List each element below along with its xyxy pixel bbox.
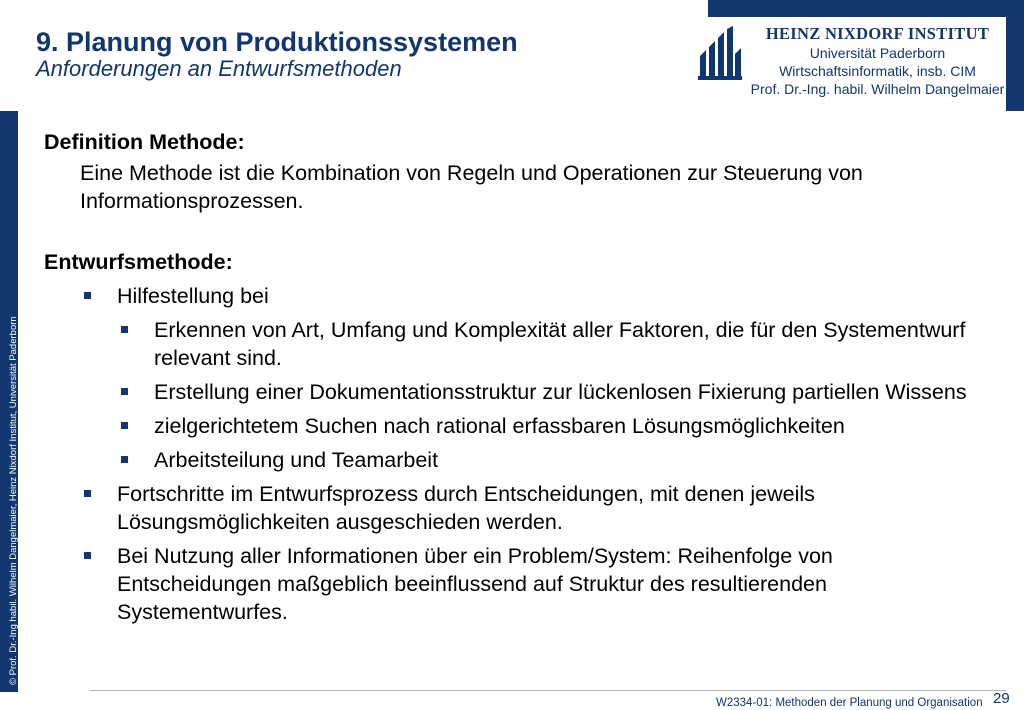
copyright-notice: © Prof. Dr.-Ing habil. Wilhelm Dangelmaier, Heinz Nixdorf Institut, Universität Paderborn <box>8 316 19 685</box>
definition-text: Eine Methode ist die Kombination von Regeln und Operationen zur Steuerung von Informationsprozessen. <box>80 161 863 213</box>
slide-title: 9. Planung von Produktionssystemen <box>36 27 518 57</box>
sub-list-item <box>44 378 974 406</box>
bullet-square-icon <box>84 552 91 559</box>
page-number: 29 <box>993 690 1010 707</box>
slide-content <box>44 128 974 626</box>
list-item <box>44 480 974 536</box>
sub-list-item-text: Erstellung einer Dokumentationsstruktur zur lückenlosen Fixierung partiellen Wissens <box>154 380 967 404</box>
sub-list-item <box>44 316 974 372</box>
top-accent-bar <box>708 0 1024 17</box>
institute-department: Wirtschaftsinformatik, insb. CIM <box>779 63 976 79</box>
sub-list-item <box>44 446 974 474</box>
list-item-text: Bei Nutzung aller Informationen über ein Problem/System: Reihenfolge von Entscheidungen maßgeblich beeinflussend auf Struktur des resultierenden Systementwurfes. <box>117 544 833 624</box>
bullet-square-icon <box>121 422 128 429</box>
institute-block <box>750 24 1005 98</box>
list-item-text: Hilfestellung bei <box>117 284 269 308</box>
list-item-text: Fortschritte im Entwurfsprozess durch Entscheidungen, mit denen jeweils Lösungsmöglichkeiten ausgeschieden werden. <box>117 482 815 534</box>
bullet-square-icon <box>84 490 91 497</box>
sub-list-item-text: zielgerichtetem Suchen nach rational erfassbaren Lösungsmöglichkeiten <box>154 414 845 438</box>
sub-list-item-text: Erkennen von Art, Umfang und Komplexität aller Faktoren, die für den Systementwurf relevant sind. <box>154 318 966 370</box>
bullet-square-icon <box>121 326 128 333</box>
hni-logo-icon <box>698 26 742 80</box>
bullet-square-icon <box>121 456 128 463</box>
list-item <box>44 282 974 310</box>
definition-heading: Definition Methode: <box>44 130 245 154</box>
right-accent-bar <box>1006 0 1024 111</box>
institute-name: HEINZ NIXDORF INSTITUT <box>765 24 990 43</box>
list-item <box>44 542 974 626</box>
institute-university: Universität Paderborn <box>809 45 946 61</box>
institute-professor: Prof. Dr.-Ing. habil. Wilhelm Dangelmaier <box>750 81 1005 97</box>
sub-list-item <box>44 412 974 440</box>
footer-course: W2334-01: Methoden der Planung und Organisation <box>716 697 983 709</box>
bullet-list <box>44 282 974 626</box>
section-heading: Entwurfsmethode: <box>44 250 233 274</box>
bullet-square-icon <box>84 292 91 299</box>
bullet-square-icon <box>121 388 128 395</box>
sub-list-item-text: Arbeitsteilung und Teamarbeit <box>154 448 439 472</box>
slide-subtitle: Anforderungen an Entwurfsmethoden <box>36 56 402 81</box>
